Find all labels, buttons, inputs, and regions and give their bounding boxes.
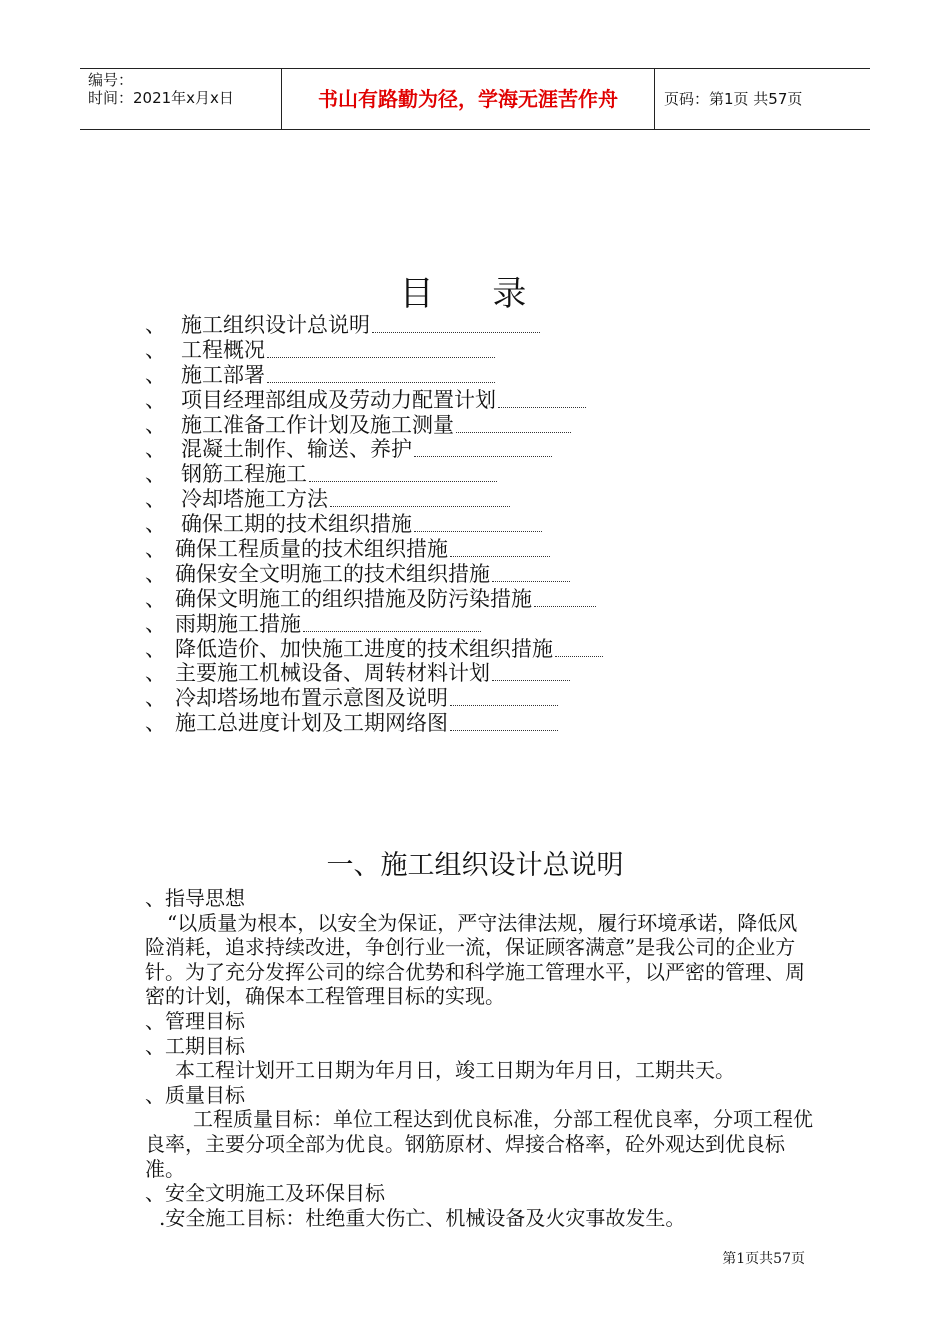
toc-item-mark: 、 xyxy=(145,661,166,686)
header-divider xyxy=(654,69,655,129)
schedule-heading: 、工期目标 xyxy=(145,1033,245,1058)
toc-item-mark: 、 xyxy=(145,412,166,437)
toc-item[interactable] xyxy=(145,562,603,587)
guiding-text: “以质量为根本，以安全为保证，严守法律法规，履行环境承诺，降低风险消耗，追求持续改进，争创行业一流，保证顾客满意”是我公司的企业方针。为了充分发挥公司的综合优势和科学施工管理水平，以严密的管理、周密的计划，确保本工程管理目标的实现。 xyxy=(145,910,805,1009)
toc-item-mark: 、 xyxy=(145,686,166,711)
schedule-text: 本工程计划开工日期为年月日，竣工日期为年月日，工期共天。 xyxy=(175,1058,735,1083)
toc-item[interactable] xyxy=(145,637,603,662)
toc-item-mark: 、 xyxy=(145,537,166,562)
toc-leader-dots xyxy=(309,480,497,482)
time-label: 时间：2021年x月x日 xyxy=(88,89,234,107)
toc-item-label: 项目经理部组成及劳动力配置计划 xyxy=(181,387,496,412)
safety-text: .安全施工目标：杜绝重大伤亡、机械设备及火灾事故发生。 xyxy=(159,1205,686,1230)
toc-item-label: 确保安全文明施工的技术组织措施 xyxy=(175,561,490,586)
toc-leader-dots xyxy=(414,455,552,457)
page-footer: 第1页共57页 xyxy=(722,1251,805,1267)
quality-heading: 、质量目标 xyxy=(145,1082,245,1107)
toc-item[interactable] xyxy=(145,661,603,686)
toc-item-label: 施工准备工作计划及施工测量 xyxy=(181,412,454,437)
toc-leader-dots xyxy=(267,381,495,383)
toc-list xyxy=(145,313,603,736)
toc-item-mark: 、 xyxy=(145,512,166,537)
header-meta xyxy=(80,69,280,129)
toc-item[interactable] xyxy=(145,487,603,512)
toc-item-mark: 、 xyxy=(145,711,166,736)
toc-leader-dots xyxy=(372,331,540,333)
toc-leader-dots xyxy=(498,406,586,408)
toc-item-mark: 、 xyxy=(145,462,166,487)
header-motto: 书山有路勤为径，学海无涯苦作舟 xyxy=(318,87,618,111)
toc-leader-dots xyxy=(555,655,603,657)
toc-item[interactable] xyxy=(145,437,603,462)
safety-heading: 、安全文明施工及环保目标 xyxy=(145,1181,385,1206)
toc-item-label: 雨期施工措施 xyxy=(175,611,301,636)
toc-item[interactable] xyxy=(145,338,603,363)
toc-item-label: 施工组织设计总说明 xyxy=(181,313,370,337)
toc-title: 目 录 xyxy=(399,274,551,314)
toc-leader-dots xyxy=(450,555,550,557)
toc-item[interactable] xyxy=(145,537,603,562)
toc-item[interactable] xyxy=(145,413,603,438)
toc-item-label: 施工总进度计划及工期网络图 xyxy=(175,711,448,736)
toc-item[interactable] xyxy=(145,388,603,413)
toc-item-label: 确保工期的技术组织措施 xyxy=(181,512,412,537)
toc-item-label: 主要施工机械设备、周转材料计划 xyxy=(175,661,490,686)
quality-text: 工程质量目标：单位工程达到优良标准，分部工程优良率，分项工程优良率，主要分项全部为优良。钢筋原材、焊接合格率，砼外观达到优良标准。 xyxy=(145,1107,813,1181)
toc-item-mark: 、 xyxy=(145,337,166,362)
toc-item-label: 确保文明施工的组织措施及防污染措施 xyxy=(175,586,532,611)
toc-item[interactable] xyxy=(145,612,603,637)
toc-item-label: 降低造价、加快施工进度的技术组织措施 xyxy=(175,636,553,661)
toc-item-mark: 、 xyxy=(145,387,166,412)
toc-item-label: 确保工程质量的技术组织措施 xyxy=(175,537,448,562)
toc-leader-dots xyxy=(450,704,558,706)
toc-item-mark: 、 xyxy=(145,611,166,636)
section-body xyxy=(145,886,815,1230)
guiding-heading: 、指导思想 xyxy=(145,886,245,910)
toc-item[interactable] xyxy=(145,313,603,338)
toc-leader-dots xyxy=(456,431,571,433)
toc-item-label: 施工部署 xyxy=(181,362,265,387)
number-label: 编号： xyxy=(88,71,134,89)
toc-item[interactable] xyxy=(145,686,603,711)
toc-item-mark: 、 xyxy=(145,487,166,512)
toc-leader-dots xyxy=(450,729,558,731)
section-title: 一、施工组织设计总说明 xyxy=(326,850,624,881)
toc-leader-dots xyxy=(414,530,542,532)
toc-item[interactable] xyxy=(145,587,603,612)
toc-leader-dots xyxy=(330,505,510,507)
toc-item-mark: 、 xyxy=(145,362,166,387)
toc-leader-dots xyxy=(267,356,495,358)
toc-leader-dots xyxy=(534,605,596,607)
toc-leader-dots xyxy=(492,679,570,681)
toc-leader-dots xyxy=(303,630,481,632)
toc-item-mark: 、 xyxy=(145,561,166,586)
toc-item-mark: 、 xyxy=(145,437,166,462)
toc-item-mark: 、 xyxy=(145,636,166,661)
toc-item-label: 钢筋工程施工 xyxy=(181,462,307,487)
toc-item-label: 工程概况 xyxy=(181,337,265,362)
toc-item-mark: 、 xyxy=(145,586,166,611)
mgmt-heading: 、管理目标 xyxy=(145,1008,245,1033)
toc-item[interactable] xyxy=(145,462,603,487)
header-page-info: 页码：第1页 共57页 xyxy=(664,90,803,108)
toc-item[interactable] xyxy=(145,512,603,537)
toc-item-label: 冷却塔场地布置示意图及说明 xyxy=(175,686,448,711)
toc-item[interactable] xyxy=(145,363,603,388)
toc-leader-dots xyxy=(492,580,570,582)
header-table xyxy=(80,68,870,130)
toc-item[interactable] xyxy=(145,711,603,736)
toc-item-mark: 、 xyxy=(145,313,166,337)
toc-item-label: 混凝土制作、输送、养护 xyxy=(181,437,412,462)
toc-item-label: 冷却塔施工方法 xyxy=(181,487,328,512)
